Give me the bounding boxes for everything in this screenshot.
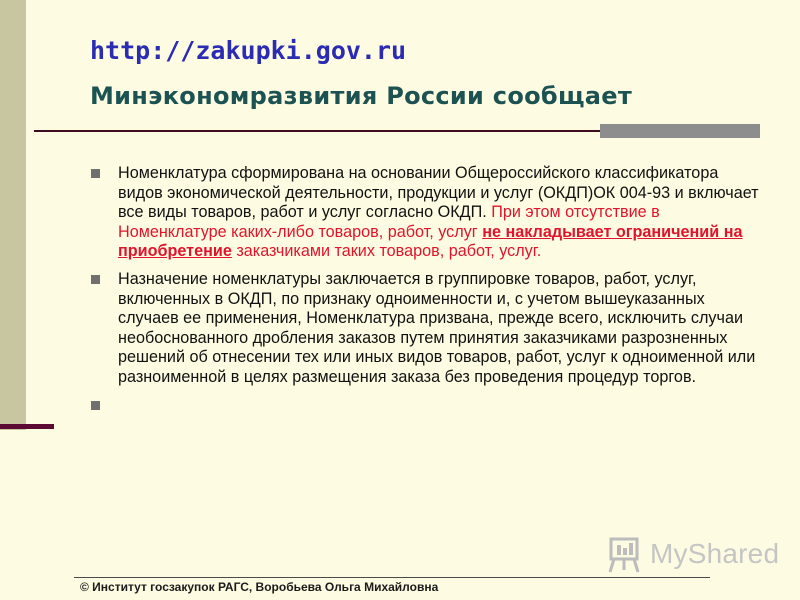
bullet-text: Назначение номенклатуры заключается в группировке товаров, работ, услуг, включенных в ОКДП, по признаку одноименности и, с учетом вышеуказанных случаев ее применения, Номенклатура призвана, прежде всего, исключить случаи необоснованного дробления заказов путем принятия заказчиками разрозненных решений об отнесении тех или иных видов товаров, работ, услуг к одноименной или разноименной в целях размещения заказа без проведения процедур торгов.: [118, 269, 756, 386]
bullet-text-highlight: При этом отсутствие в Номенклатуре каких-либо товаров, работ, услуг: [118, 203, 660, 241]
left-bar-accent: [0, 424, 54, 429]
bullet-text-main: Номенклатура сформирована на основании Общероссийского классификатора видов экономической деятельности, продукции и услуг (ОКДП)ОК 004-93 и включает все виды товаров, работ и услуг согласно ОКДП.: [118, 164, 759, 222]
footer-divider: [74, 577, 710, 578]
title-divider-block: [600, 124, 760, 138]
presentation-board-icon: [604, 536, 646, 576]
left-decorative-bar: [0, 0, 26, 430]
footer-credit: © Институт госзакупок РАГС, Воробьева Ольга Михайловна: [80, 580, 439, 594]
bullet-text-emphasis: не накладывает ограничений на приобретение: [118, 222, 743, 261]
logo-text: MyShared: [650, 538, 780, 569]
bullet-square-icon: [91, 169, 100, 178]
slide-title: Минэкономразвития России сообщает: [90, 82, 633, 110]
bullet-square-icon: [91, 275, 100, 284]
bullet-text-highlight-tail: заказчиками таких товаров, работ, услуг.: [231, 242, 542, 261]
slide-title-url: http://zakupki.gov.ru: [90, 36, 407, 65]
bullet-item-nomenclature: [88, 164, 760, 262]
bullet-item-purpose: [88, 270, 760, 388]
bullet-list: [88, 164, 760, 424]
myshared-logo[interactable]: [604, 534, 780, 578]
bullet-item-empty: [88, 396, 760, 416]
bullet-square-icon: [91, 401, 100, 410]
